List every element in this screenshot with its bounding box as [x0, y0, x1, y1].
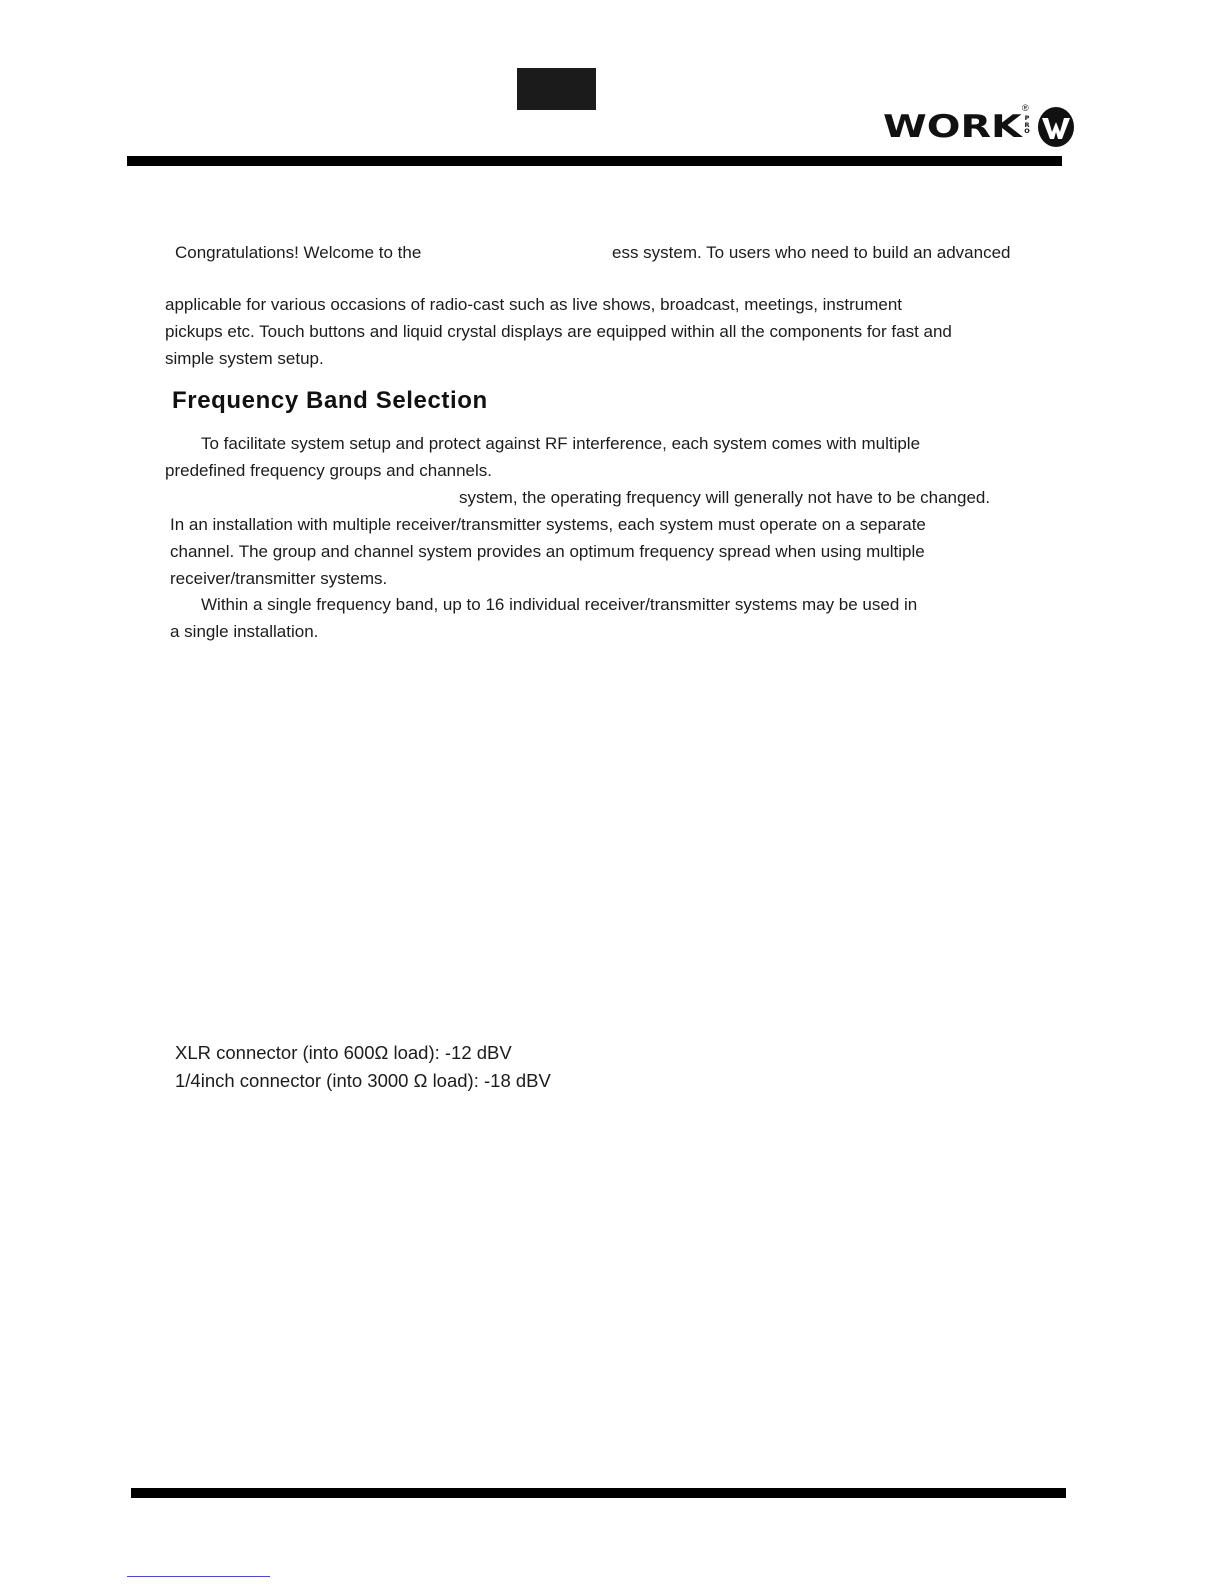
intro-line-3: pickups etc. Touch buttons and liquid crystal displays are equipped within all the components for fast and — [165, 322, 952, 341]
para-2-line-1: Within a single frequency band, up to 16 individual receiver/transmitter systems may be used in — [201, 595, 918, 614]
para-1-line-3: system, the operating frequency will generally not have to be changed. — [459, 488, 991, 507]
logo-pro-label: PRO — [1024, 114, 1030, 135]
para-1-line-6: receiver/transmitter systems. — [170, 569, 388, 588]
section-heading: Frequency Band Selection — [172, 387, 488, 414]
intro-line-4: simple system setup. — [165, 349, 324, 368]
intro-line-2: applicable for various occasions of radio-cast such as live shows, broadcast, meetings, instrument — [165, 295, 903, 314]
spec-xlr-output: XLR connector (into 600Ω load): -12 dBV — [175, 1042, 512, 1063]
logo-w-circle-icon — [1036, 105, 1076, 149]
para-1-line-2: predefined frequency groups and channels. — [165, 461, 493, 480]
footer-rule — [131, 1488, 1066, 1498]
header-rule — [127, 156, 1062, 166]
para-2-line-2: a single installation. — [170, 622, 319, 641]
work-pro-logo — [883, 103, 1078, 151]
logo-wordmark: WORK — [883, 109, 1022, 145]
logo-registered-mark: ® — [1022, 103, 1029, 113]
intro-line-1-right: ess system. To users who need to build an advanced — [612, 243, 1011, 262]
header-black-tab — [517, 68, 596, 110]
spec-quarter-inch-output: 1/4inch connector (into 3000 Ω load): -18 dBV — [175, 1070, 551, 1091]
intro-line-1-left: Congratulations! Welcome to the — [175, 243, 422, 262]
footer-link-underline — [127, 1576, 270, 1577]
para-1-line-1: To facilitate system setup and protect against RF interference, each system comes with multiple — [201, 434, 921, 453]
para-1-line-5: channel. The group and channel system provides an optimum frequency spread when using multiple — [170, 542, 925, 561]
para-1-line-4: In an installation with multiple receiver/transmitter systems, each system must operate on a separate — [170, 515, 926, 534]
